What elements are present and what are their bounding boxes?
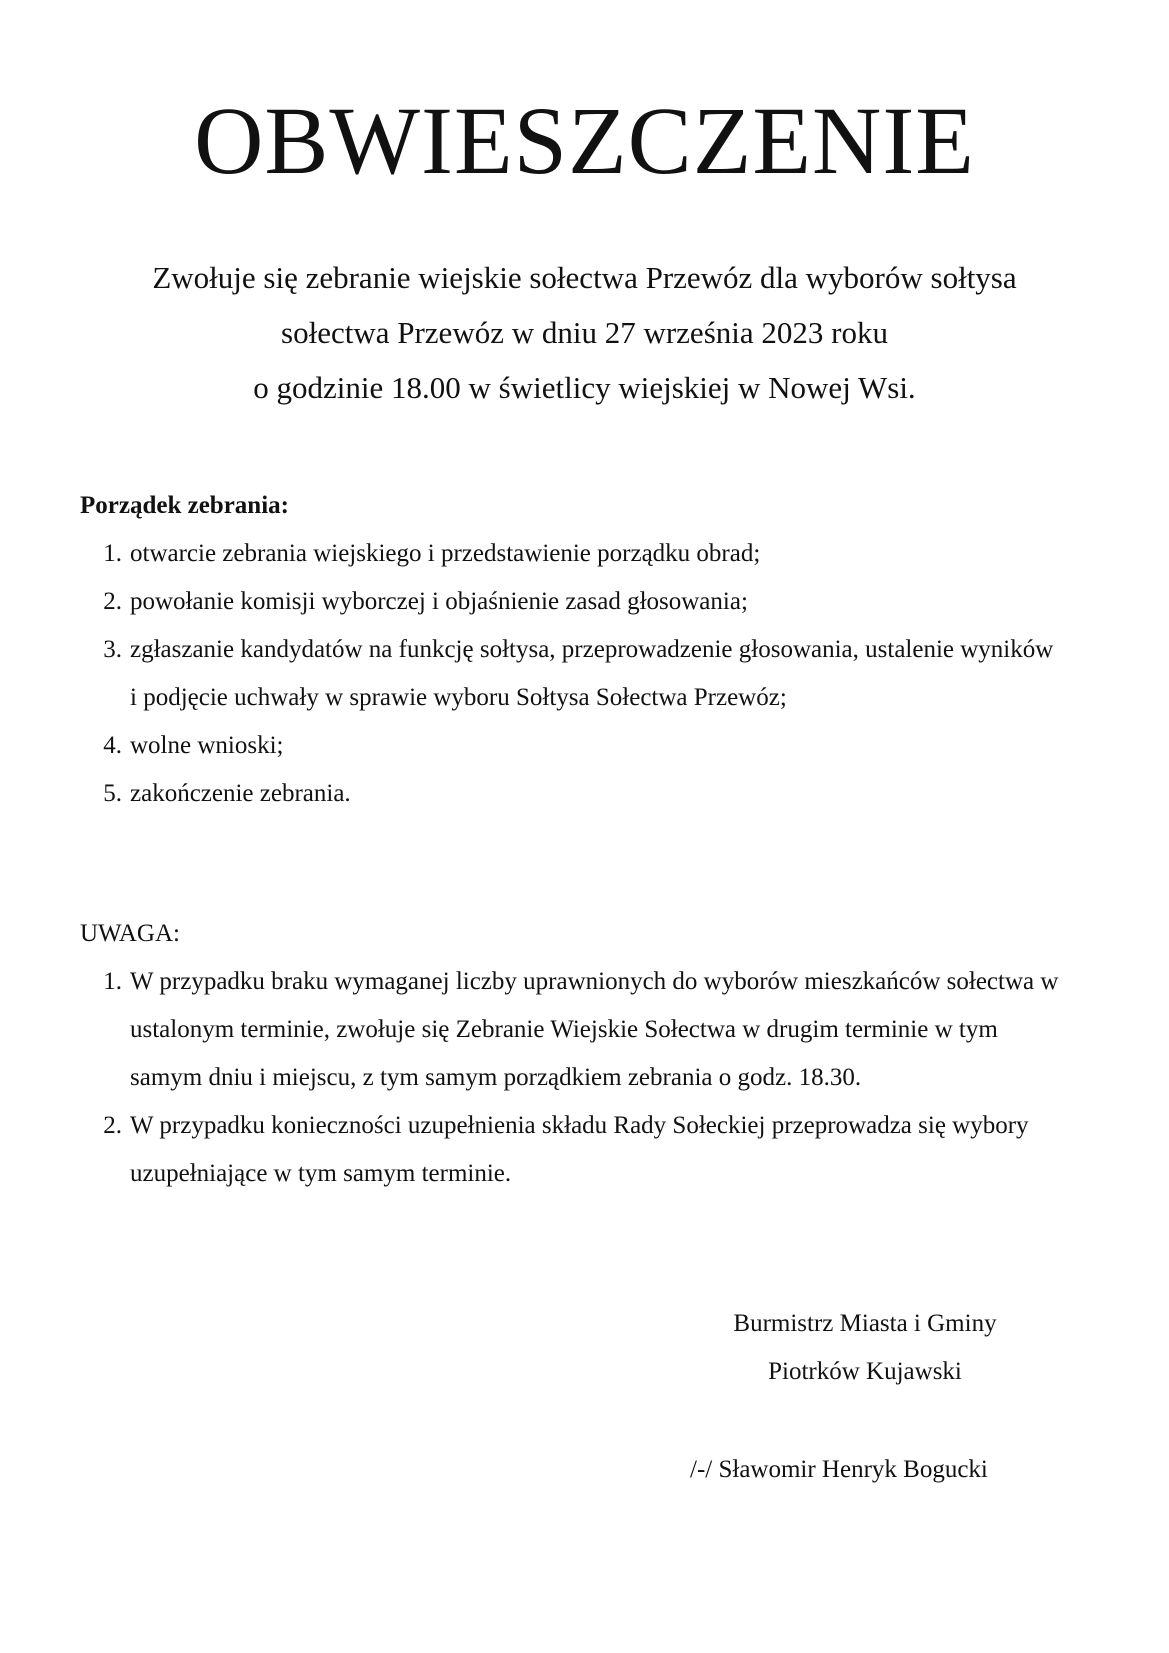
signer-name: /-/ Sławomir Henryk Bogucki bbox=[690, 1456, 988, 1483]
signature-place-line: Piotrków Kujawski bbox=[768, 1358, 962, 1385]
note-item bbox=[80, 958, 1060, 1102]
notes-list bbox=[80, 958, 1060, 1198]
item-number: 1. bbox=[103, 968, 122, 995]
agenda-heading: Porządek zebrania: bbox=[80, 492, 289, 519]
agenda-item bbox=[80, 578, 1060, 626]
item-number: 4. bbox=[103, 732, 122, 759]
agenda-item bbox=[80, 722, 1060, 770]
notes-heading: UWAGA: bbox=[80, 920, 180, 947]
item-text: W przypadku braku wymaganej liczby uprawnionych do wyborów mieszkańców sołectwa w ustalonym terminie, zwołuje się Zebranie Wiejskie Sołectwa w drugim terminie w tym samym dniu i miejscu, z tym samym porządkiem zebrania o godz. 18.30. bbox=[130, 968, 1059, 1091]
signature-block bbox=[640, 1300, 1090, 1396]
document-title: OBWIESZCZENIE bbox=[194, 87, 975, 194]
item-number: 2. bbox=[103, 588, 122, 615]
item-text: otwarcie zebrania wiejskiego i przedstawienie porządku obrad; bbox=[130, 540, 761, 567]
intro-line: sołectwa Przewóz w dniu 27 września 2023 roku bbox=[281, 315, 888, 350]
agenda-item bbox=[80, 770, 1060, 818]
item-text: wolne wnioski; bbox=[130, 732, 284, 759]
item-text: zakończenie zebrania. bbox=[130, 780, 351, 807]
item-number: 3. bbox=[103, 636, 122, 663]
intro-line: o godzinie 18.00 w świetlicy wiejskiej w Nowej Wsi. bbox=[253, 370, 916, 405]
item-text: W przypadku konieczności uzupełnienia składu Rady Sołeckiej przeprowadza się wybory uzupełniające w tym samym terminie. bbox=[130, 1112, 1029, 1187]
item-text: powołanie komisji wyborczej i objaśnienie zasad głosowania; bbox=[130, 588, 748, 615]
item-number: 5. bbox=[103, 780, 122, 807]
notes-section bbox=[80, 910, 1060, 1198]
agenda-item bbox=[80, 626, 1060, 722]
item-number: 1. bbox=[103, 540, 122, 567]
intro-line: Zwołuje się zebranie wiejskie sołectwa Przewóz dla wyborów sołtysa bbox=[152, 260, 1017, 295]
intro-paragraph bbox=[0, 250, 1169, 415]
note-item bbox=[80, 1102, 1060, 1198]
agenda-item bbox=[80, 530, 1060, 578]
item-number: 2. bbox=[103, 1112, 122, 1139]
item-text: zgłaszanie kandydatów na funkcję sołtysa, przeprowadzenie głosowania, ustalenie wyników i podjęcie uchwały w sprawie wyboru Sołtysa Sołectwa Przewóz; bbox=[130, 636, 1054, 711]
signature-office-line: Burmistrz Miasta i Gminy bbox=[733, 1310, 997, 1337]
agenda-list bbox=[80, 530, 1060, 818]
agenda-section bbox=[80, 482, 1060, 818]
